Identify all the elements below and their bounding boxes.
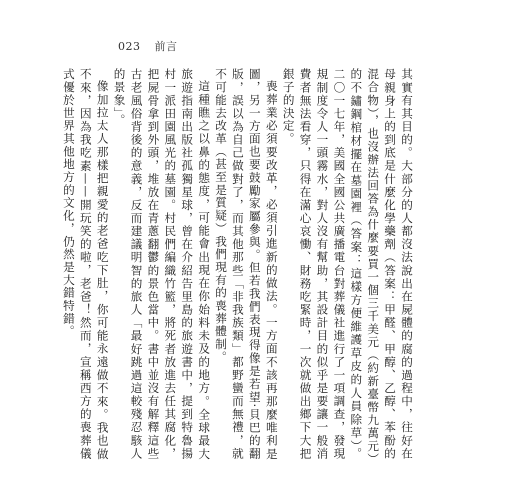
paragraph-3: 這種瞧之以鼻的態度，可能會出現在你始料未及的地方。全球最大旅遊指南出版社孤獨星球，曾在介紹告里島的旅遊書中，提到特魯揚村一派田園風光的墓園。村民們編織竹籃，將死者放進去任其腐化，把屍骨拿到外頭，堆放在青蔥翻鬱的景色當中。書中並沒有解釋這些古老風俗背後的意義，反而建議明智的旅人「最好跳過這較殘忍駭人的景象」。 <box>112 68 212 460</box>
paragraph-2: 喪葬業必須要改革，必須引進新的做法。一方面不該再那麼唯利是圖，另一方面也要鼓勵家屬參與。但若我們表現得像是若望·貝巴的翻版，誤以為自己做對了，而其他那些「非我族類」都野蠻而無禮，就不可能去改革（甚至是質疑）我們現有的喪葬體制。 <box>214 68 279 460</box>
vertical-text-body <box>61 68 415 460</box>
page-number: 023 <box>118 40 141 53</box>
paragraph-4: 像加拉太人那樣把親愛的老爸吃下肚，你可能永遠做不來。我也做不來，因為我吃素——開玩笑的啦，老爸！然而，宣稱西方的喪葬儀式優於世界其他地方的文化，仍然是大錯特錯。 <box>61 68 110 460</box>
paragraph-1: 其實有其目的。大部分的人都沒法說出在屍體的腐的過程中，往好在母親身上的到底是什麼化學藥劑（答案：甲醛、甲醇、乙醇、苯酚的混合物），也沒辦法回答為什麼要買一個三千美元（約新臺幣九萬元）的不鏽鋼棺材擺在墓園裡（答案：這樣方便維護草皮的人員除草）。二〇一七年，美國全國公共廣播電台對葬儀社進行了一項調查，發現規制度令人一頭霧水，對人沒有幫助，其設計目的似乎是要讓一般消費者無法看穿，只得在滿心哀慟、財務吃緊時，一次就做出鄉下大把銀子的決定。 <box>281 68 414 460</box>
section-title: 前言 <box>154 40 178 53</box>
running-header <box>118 38 178 54</box>
